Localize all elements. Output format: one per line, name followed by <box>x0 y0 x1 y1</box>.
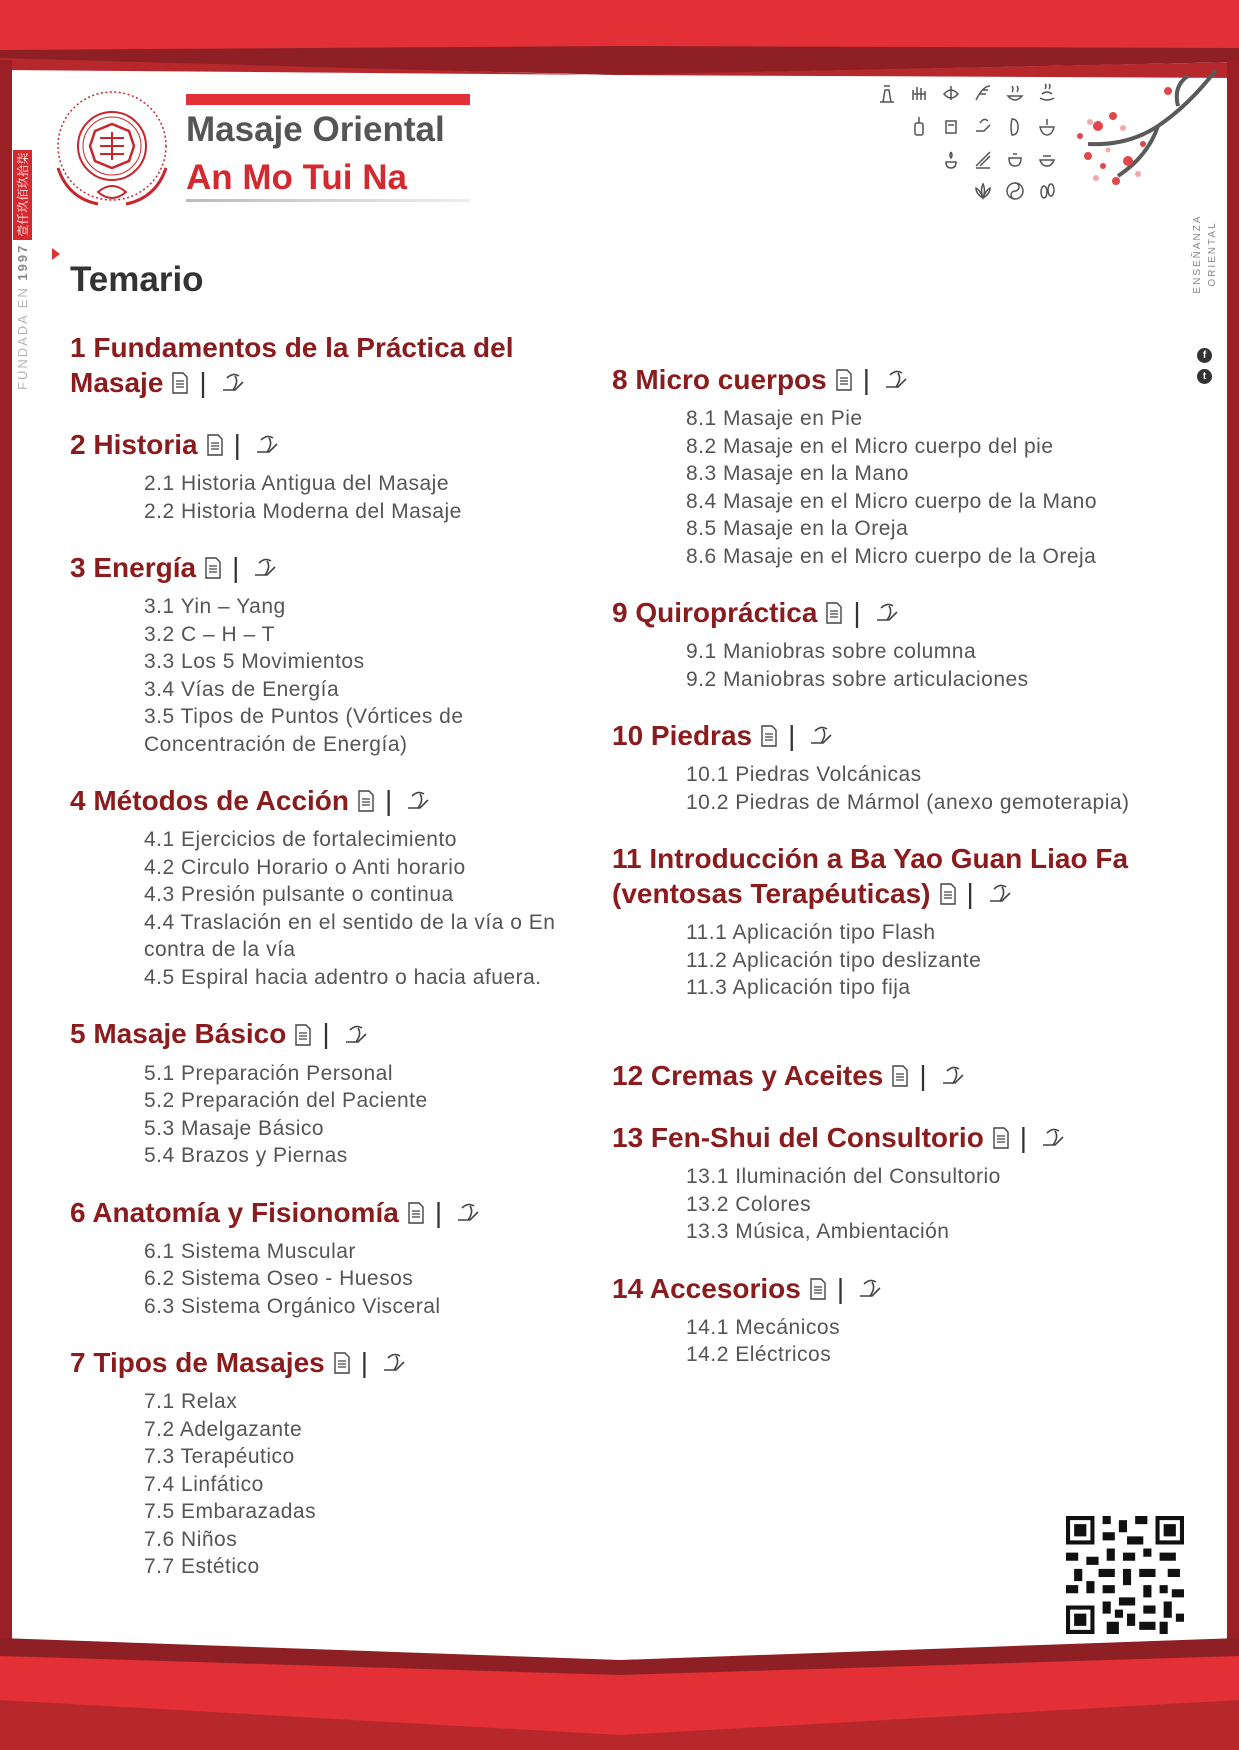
section-1: 1 Fundamentos de la Práctica del Masaje | <box>70 330 590 402</box>
document-icon[interactable] <box>835 364 853 399</box>
list-item: 7.4 Linfático <box>144 1472 264 1496</box>
body-massage-icon <box>940 82 962 104</box>
section-title: 9 Quiropráctica <box>612 597 818 629</box>
list-item: 8.1 Masaje en Pie <box>686 407 863 431</box>
brand-underline <box>186 199 470 202</box>
document-icon[interactable] <box>992 1122 1010 1157</box>
list-item: 13.3 Música, Ambientación <box>686 1220 950 1244</box>
document-icon[interactable] <box>294 1019 312 1054</box>
massage-hand-icon[interactable] <box>456 1197 482 1232</box>
document-icon[interactable] <box>891 1060 909 1095</box>
list-item: 3.4 Vías de Energía <box>144 677 340 701</box>
list-item: 3.5 Tipos de Puntos (Vórtices de Concentración de Energía) <box>144 705 464 756</box>
list-item: 5.2 Preparación del Paciente <box>144 1089 428 1113</box>
massage-hand-icon[interactable] <box>988 878 1014 913</box>
section-11: 11 Introducción a Ba Yao Guan Liao Fa (ventosas Terapéuticas) | 11.1 Aplicación tipo Flash 11.2 Aplicación tipo deslizante 11.3 Aplicación tipo fija <box>612 841 1132 1002</box>
herb-icon <box>972 82 994 104</box>
section-13: 13 Fen-Shui del Consultorio | 13.1 Iluminación del Consultorio 13.2 Colores 13.3 Música, Ambientación <box>612 1120 1132 1246</box>
section-title: 7 Tipos de Masajes <box>70 1347 325 1379</box>
candle-bowl-icon <box>1036 115 1058 137</box>
section-2: 2 Historia | 2.1 Historia Antigua del Masaje 2.2 Historia Moderna del Masaje <box>70 427 590 525</box>
list-item: 7.1 Relax <box>144 1390 238 1414</box>
list-item: 5.3 Masaje Básico <box>144 1116 325 1140</box>
section-8: 8 Micro cuerpos | 8.1 Masaje en Pie 8.2 Masaje en el Micro cuerpo del pie 8.3 Masaje en la Mano 8.4 Masaje en el Micro cuerpo de la Mano 8.5 Masaje en la Oreja 8.6 Masaje en el Micro cuerpo de la Oreja <box>612 362 1132 570</box>
section-title: 12 Cremas y Aceites <box>612 1059 884 1091</box>
section-title: 8 Micro cuerpos <box>612 364 827 395</box>
twitter-icon[interactable]: t <box>1197 369 1212 384</box>
list-item: 4.2 Circulo Horario o Anti horario <box>144 855 466 879</box>
school-emblem-logo <box>48 88 176 216</box>
jar-icon <box>940 115 962 137</box>
massage-hand-icon[interactable] <box>858 1273 884 1308</box>
section-6: 6 Anatomía y Fisionomía | 6.1 Sistema Muscular 6.2 Sistema Oseo - Huesos 6.3 Sistema Orgánico Visceral <box>70 1195 590 1321</box>
document-icon[interactable] <box>825 597 843 632</box>
list-item: 14.1 Mecánicos <box>686 1315 841 1339</box>
list-item: 7.3 Terapéutico <box>144 1445 295 1469</box>
list-item: 7.6 Niños <box>144 1527 238 1551</box>
list-item: 8.2 Masaje en el Micro cuerpo del pie <box>686 434 1054 458</box>
massage-hand-icon[interactable] <box>221 367 247 402</box>
section-title: 5 Masaje Básico <box>70 1018 287 1050</box>
list-item: 13.1 Iluminación del Consultorio <box>686 1165 1001 1189</box>
list-item: 5.4 Brazos y Piernas <box>144 1144 348 1168</box>
section-title: 1 Fundamentos de la Práctica del Masaje <box>70 332 514 398</box>
massage-hand-icon[interactable] <box>382 1347 408 1382</box>
list-item: 11.1 Aplicación tipo Flash <box>686 921 936 945</box>
list-item: 8.5 Masaje en la Oreja <box>686 517 909 541</box>
brand-subtitle: An Mo Tui Na <box>186 158 407 197</box>
section-7: 7 Tipos de Masajes | 7.1 Relax 7.2 Adelgazante 7.3 Terapéutico 7.4 Linfático 7.5 Embarazadas 7.6 Niños 7.7 Estético <box>70 1345 590 1581</box>
document-icon[interactable] <box>939 878 957 913</box>
red-triangle-marker <box>52 248 60 260</box>
incense-icon <box>972 148 994 170</box>
teapot-icon <box>1004 148 1026 170</box>
footprints-icon <box>1036 180 1058 202</box>
list-item: 4.4 Traslación en el sentido de la vía o En contra de la vía <box>144 910 556 962</box>
list-item: 4.5 Espiral hacia adentro o hacia afuera. <box>144 965 542 989</box>
yin-yang-icon <box>1004 180 1026 202</box>
section-title: 6 Anatomía y Fisionomía <box>70 1196 399 1228</box>
document-icon[interactable] <box>760 720 778 755</box>
section-12: 12 Cremas y Aceites | <box>612 1058 1132 1095</box>
section-title: 10 Piedras <box>612 720 753 752</box>
massage-hand-icon[interactable] <box>809 720 835 755</box>
document-icon[interactable] <box>407 1197 425 1232</box>
bowl-icon <box>1036 148 1058 170</box>
steam-bowl-icon <box>1004 82 1026 104</box>
section-title: 2 Historia <box>70 429 198 461</box>
brand-title: Masaje Oriental <box>186 110 445 149</box>
document-icon[interactable] <box>333 1347 351 1382</box>
list-item: 14.2 Eléctricos <box>686 1343 832 1367</box>
hot-stones-icon <box>1036 82 1058 104</box>
list-item: 3.3 Los 5 Movimientos <box>144 650 365 674</box>
section-title: 14 Accesorios <box>612 1272 801 1304</box>
list-item: 10.2 Piedras de Mármol (anexo gemoterapia) <box>686 790 1130 814</box>
list-item: 3.1 Yin – Yang <box>144 595 286 619</box>
section-14: 14 Accesorios | 14.1 Mecánicos 14.2 Eléctricos <box>612 1271 1132 1369</box>
section-3: 3 Energía | 3.1 Yin – Yang 3.2 C – H – T 3.3 Los 5 Movimientos 3.4 Vías de Energía 3.5 Tipos de Puntos (Vórtices de Concentración de Energía) <box>70 550 590 758</box>
diffuser-icon <box>908 115 930 137</box>
list-item: 2.1 Historia Antigua del Masaje <box>144 472 449 496</box>
massage-hand-icon[interactable] <box>344 1019 370 1054</box>
hand-herb-icon <box>972 115 994 137</box>
massage-hand-icon[interactable] <box>941 1060 967 1095</box>
massage-hand-icon[interactable] <box>406 785 432 820</box>
list-item: 2.2 Historia Moderna del Masaje <box>144 499 462 523</box>
list-item: 8.4 Masaje en el Micro cuerpo de la Mano <box>686 489 1098 513</box>
cherry-blossom-branch <box>1068 66 1218 206</box>
list-item: 3.2 C – H – T <box>144 622 276 646</box>
document-icon[interactable] <box>206 429 224 464</box>
section-title: 11 Introducción a Ba Yao Guan Liao Fa (ventosas Terapéuticas) <box>612 843 1129 910</box>
list-item: 9.1 Maniobras sobre columna <box>686 640 977 664</box>
syllabus-left-column <box>70 330 590 1581</box>
founded-label: FUNDADA EN 1997壹仟玖佰玖拾柒 <box>13 0 32 390</box>
massage-hand-icon[interactable] <box>253 552 279 587</box>
list-item: 5.1 Preparación Personal <box>144 1061 393 1085</box>
list-item: 11.3 Aplicación tipo fija <box>686 976 911 1000</box>
list-item: 13.2 Colores <box>686 1192 812 1216</box>
brand-accent-bar <box>186 94 470 105</box>
section-title: 3 Energía <box>70 552 197 584</box>
section-4: 4 Métodos de Acción | 4.1 Ejercicios de fortalecimiento 4.2 Circulo Horario o Anti horario 4.3 Presión pulsante o continua 4.4 Traslación en el sentido de la vía o En contra de la vía 4.5 Espiral hacia adentro o hacia afuera. <box>70 783 590 991</box>
section-10: 10 Piedras | 10.1 Piedras Volcánicas 10.2 Piedras de Mármol (anexo gemoterapia) <box>612 718 1132 816</box>
list-item: 10.1 Piedras Volcánicas <box>686 763 922 787</box>
foot-icon <box>1004 115 1026 137</box>
candle-icon <box>940 148 962 170</box>
list-item: 7.2 Adelgazante <box>144 1417 303 1441</box>
list-item: 4.3 Presión pulsante o continua <box>144 883 454 907</box>
hand-massage-icon <box>908 82 930 104</box>
syllabus-right-column <box>612 362 1132 1369</box>
massage-hand-icon[interactable] <box>1041 1122 1067 1157</box>
section-title: 4 Métodos de Acción <box>70 785 350 817</box>
list-item: 4.1 Ejercicios de fortalecimiento <box>144 828 457 852</box>
list-item: 6.1 Sistema Muscular <box>144 1239 356 1263</box>
list-item: 6.2 Sistema Oseo - Huesos <box>144 1267 414 1291</box>
page-title: Temario <box>70 260 204 299</box>
school-vertical-label: ENSEÑANZA ORIENTAL <box>1192 214 1218 294</box>
lamp-icon <box>876 82 898 104</box>
section-9: 9 Quiropráctica | 9.1 Maniobras sobre columna 9.2 Maniobras sobre articulaciones <box>612 595 1132 693</box>
list-item: 7.7 Estético <box>144 1555 260 1579</box>
facebook-icon[interactable]: f <box>1197 348 1212 363</box>
list-item: 11.2 Aplicación tipo deslizante <box>686 948 982 972</box>
lotus-icon <box>972 180 994 202</box>
section-5: 5 Masaje Básico | 5.1 Preparación Personal 5.2 Preparación del Paciente 5.3 Masaje Básico 5.4 Brazos y Piernas <box>70 1016 590 1169</box>
document-icon[interactable] <box>171 367 189 402</box>
massage-hand-icon[interactable] <box>884 364 910 399</box>
list-item: 7.5 Embarazadas <box>144 1500 317 1524</box>
list-item: 6.3 Sistema Orgánico Visceral <box>144 1294 441 1318</box>
list-item: 8.6 Masaje en el Micro cuerpo de la Oreja <box>686 544 1097 568</box>
massage-hand-icon[interactable] <box>875 597 901 632</box>
list-item: 8.3 Masaje en la Mano <box>686 462 909 486</box>
list-item: 9.2 Maniobras sobre articulaciones <box>686 667 1029 691</box>
qr-code[interactable] <box>1066 1516 1184 1634</box>
section-title: 13 Fen-Shui del Consultorio <box>612 1122 984 1154</box>
massage-hand-icon[interactable] <box>255 429 281 464</box>
document-icon[interactable] <box>204 552 222 587</box>
document-icon[interactable] <box>809 1273 827 1308</box>
document-icon[interactable] <box>357 785 375 820</box>
